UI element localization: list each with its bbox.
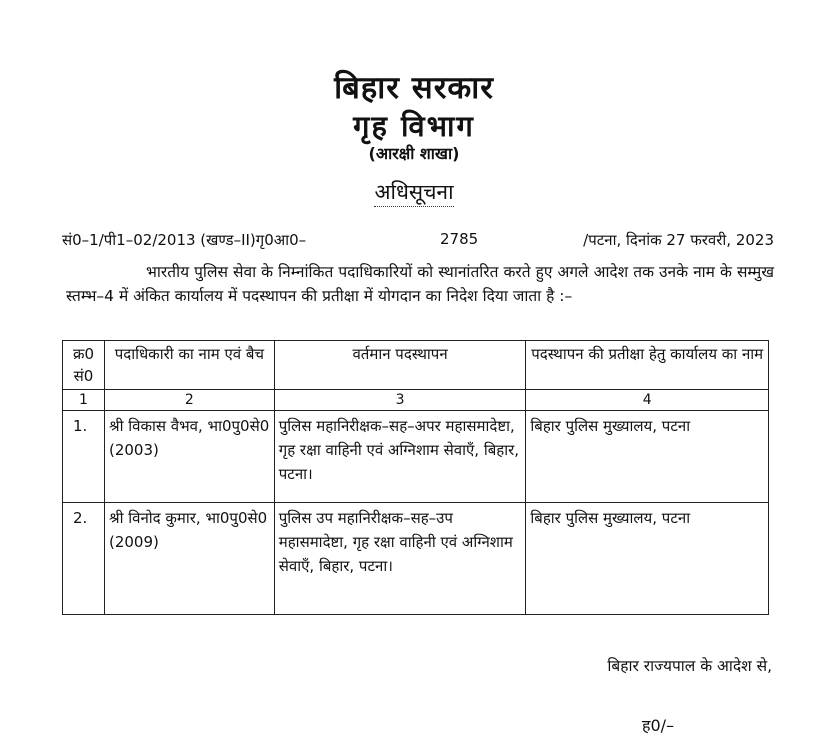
table-row — [63, 503, 769, 615]
column-number: 1 — [63, 390, 105, 411]
header-waiting-office: पदस्थापन की प्रतीक्षा हेतु कार्यालय का नाम — [526, 341, 769, 390]
table-row — [63, 411, 769, 503]
row-current-posting: पुलिस उप महानिरीक्षक–सह–उप महासमादेष्टा, गृह रक्षा वाहिनी एवं अग्निशाम सेवाएँ, बिहार, पटना। — [274, 503, 526, 615]
header-name: पदाधिकारी का नाम एवं बैच — [104, 341, 274, 390]
reference-line — [62, 230, 774, 250]
branch-heading: (आरक्षी शाखा) — [368, 144, 460, 163]
table-header-row — [63, 341, 769, 390]
intro-paragraph: भारतीय पुलिस सेवा के निम्नांकित पदाधिकारियों को स्थानांतरित करते हुए अगले आदेश तक उनके नाम के सम्मुख स्तम्भ–4 में अंकित कार्यालय में पदस्थापन की प्रतीक्षा में योगदान का निदेश दिया जाता है :– — [66, 263, 774, 305]
column-number: 3 — [274, 390, 526, 411]
column-number-row — [63, 390, 769, 411]
row-officer-name: श्री विकास वैभव, भा0पु0से0 (2003) — [104, 411, 274, 503]
row-waiting-office: बिहार पुलिस मुख्यालय, पटना — [526, 503, 769, 615]
reference-prefix: सं0–1/पी1–02/2013 (खण्ड–II)गृ0आ0– — [62, 231, 307, 249]
row-sn: 2. — [63, 503, 105, 615]
place-date: /पटना, दिनांक 27 फरवरी, 2023 — [583, 231, 774, 249]
column-number: 2 — [104, 390, 274, 411]
row-sn: 1. — [63, 411, 105, 503]
row-waiting-office: बिहार पुलिस मुख्यालय, पटना — [526, 411, 769, 503]
notification-title — [0, 178, 828, 206]
signed-mark: ह0/– — [642, 716, 675, 735]
department-heading: गृह विभाग — [353, 109, 475, 143]
reference-number: 2785 — [440, 230, 479, 248]
notification-title-text: अधिसूचना — [374, 180, 453, 207]
row-current-posting: पुलिस महानिरीक्षक–सह–अपर महासमादेष्टा, गृह रक्षा वाहिनी एवं अग्निशाम सेवाएँ, बिहार, पटना। — [274, 411, 526, 503]
government-heading: बिहार सरकार — [334, 70, 494, 106]
row-officer-name: श्री विनोद कुमार, भा0पु0से0 (2009) — [104, 503, 274, 615]
order-line: बिहार राज्यपाल के आदेश से, — [607, 657, 772, 675]
column-number: 4 — [526, 390, 769, 411]
header-sn: क्र0 सं0 — [63, 341, 105, 390]
posting-table — [62, 340, 769, 615]
header-current-posting: वर्तमान पदस्थापन — [274, 341, 526, 390]
